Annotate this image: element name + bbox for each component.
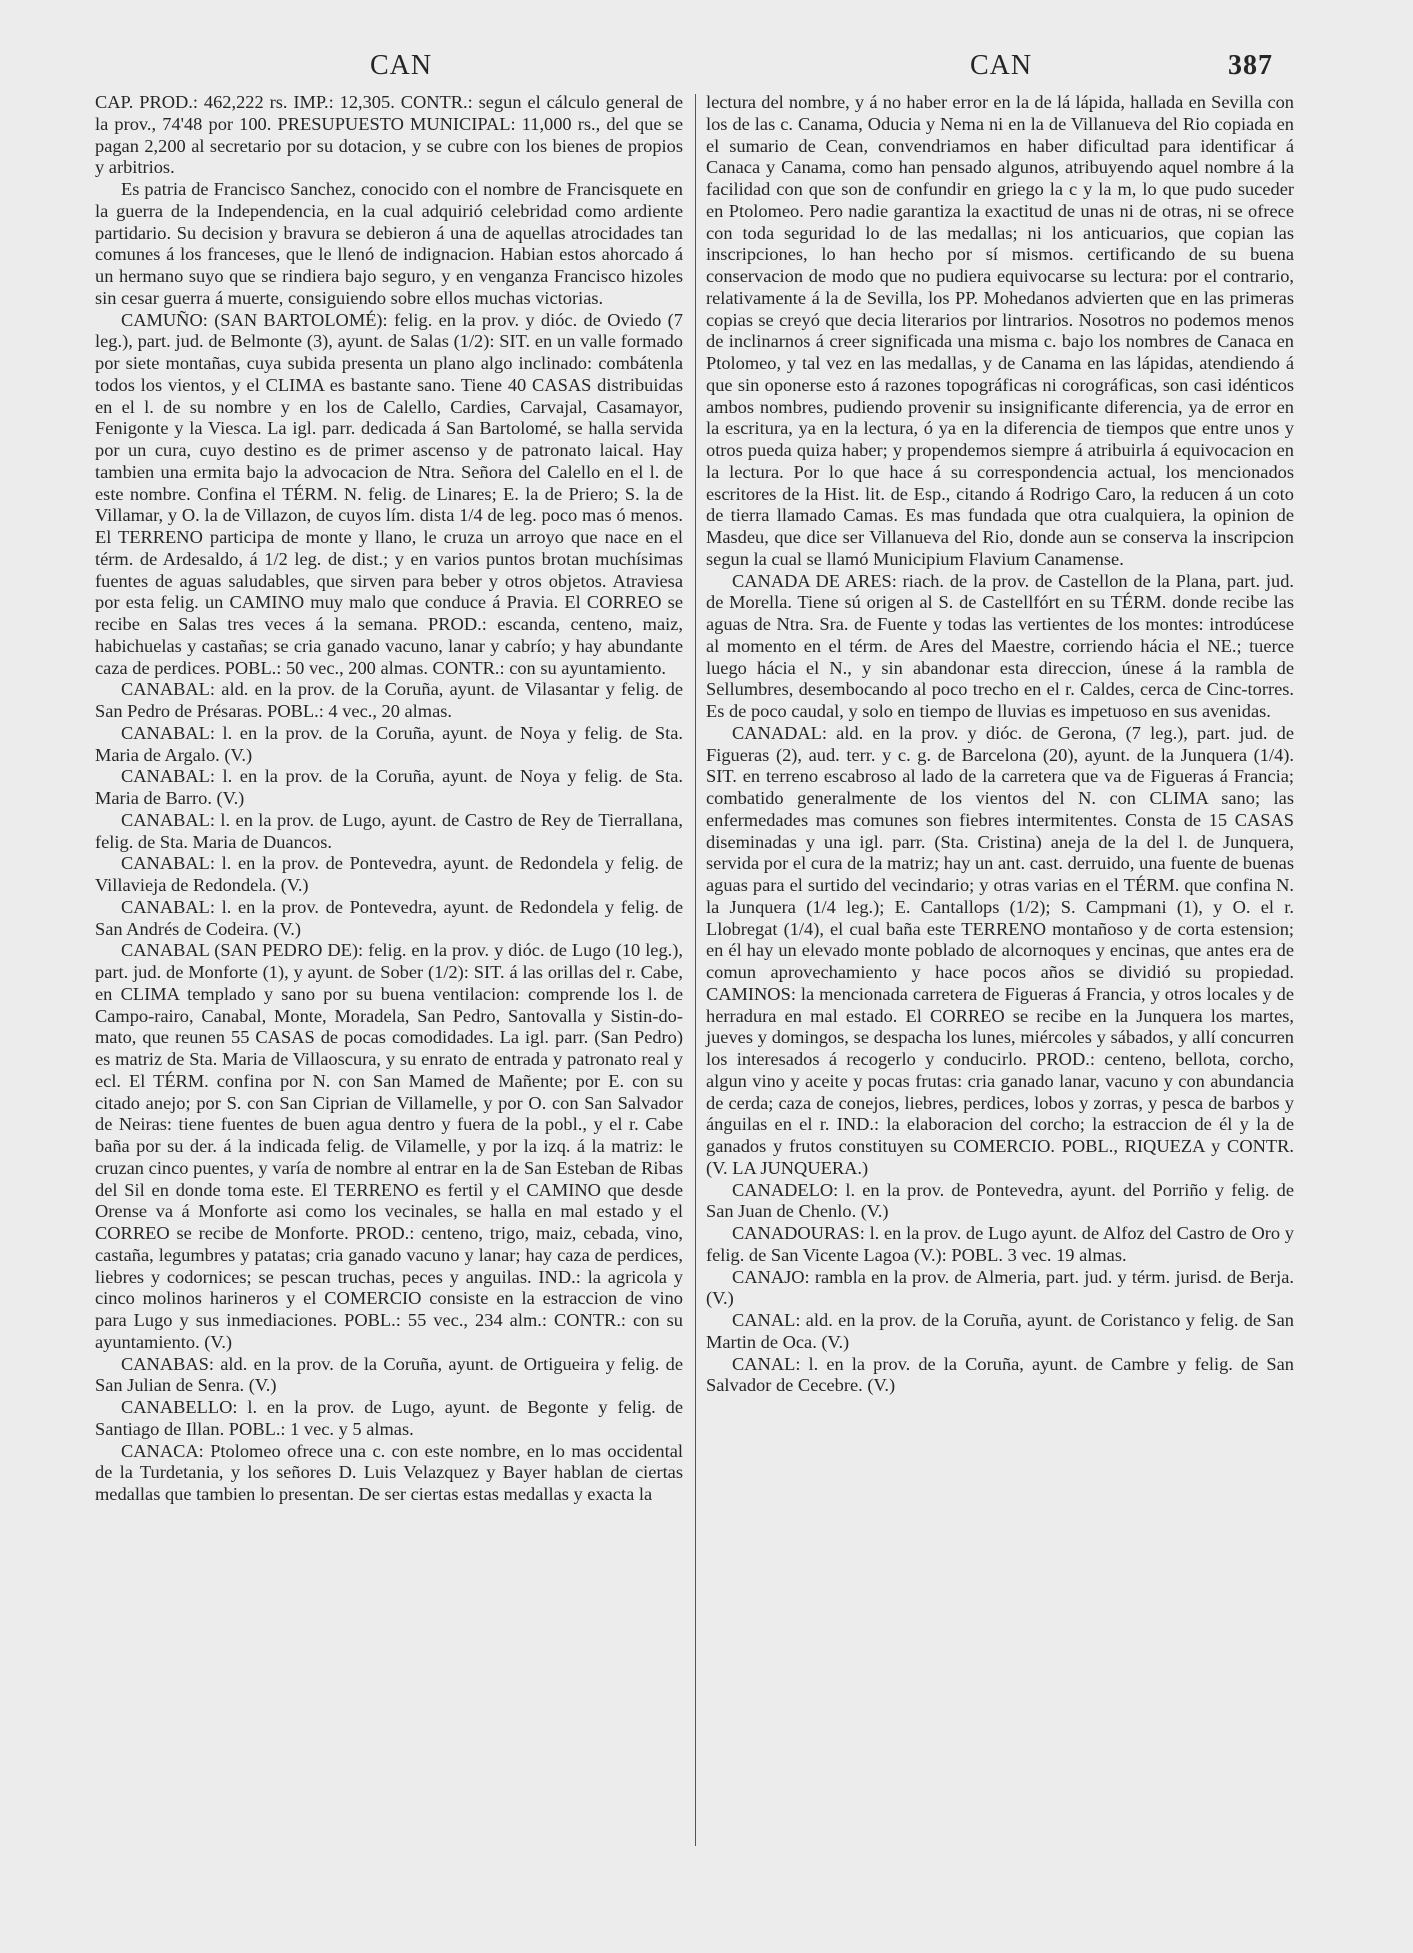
- entry-paragraph: lectura del nombre, y á no haber error en la de lá lápida, hallada en Sevilla con los de las c. Canama, Oducia y Nema ni en la de Villanueva del Rio copiada en el sumario de Cean, convendriamos en haber dificultad para identificar á Canaca y Canama, como han pensado algunos, atribuyendo aquel nombre á la facilidad con que son de confundir en griego la c y la m, lo que pudo suceder en Ptolomeo. Pero nadie garantiza la exactitud de unas ni de otras, ni se ofrece con toda seguridad lo de las medallas; ni los anticuarios, que copian las inscripciones, lo han hecho por sí mismos. certificando de su buena conservacion de modo que no pudiera equivocarse su lectura: por el contrario, relativamente á la de Sevilla, los PP. Mohedanos advierten que en las primeras copias se creyó que decia literarios por lintrarios. Nosotros no podemos menos de inclinarnos á creer significada una misma c. bajo los nombres de Canaca en Ptolomeo, y tal vez en las medallas, y de Canama en las lápidas, atendiendo á que sin oponerse esto á razones topográficas ni corográficas, son casi idénticos ambos nombres, pudiendo provenir su insignificante diferencia, ya de error en la escritura, ya en la lectura, ó ya en la diferencia de tiempos que entre unos y otros pueda quiza haber; y propendemos siempre á atribuirla á equivocacion en la lectura. Por lo que hace á su correspondencia actual, los mencionados escritores de la Hist. lit. de Esp., citando á Rodrigo Caro, la reducen á un coto de tierra llamado Camas. Es mas fundada que otra cualquiera, la opinion de Masdeu, que dice ser Villanueva del Rio, donde aun se conserva la inscripcion segun la cual se llamó Municipium Flavium Canamense.: [706, 92, 1294, 569]
- entry-paragraph: CANABAL: l. en la prov. de la Coruña, ayunt. de Noya y felig. de Sta. Maria de Argalo. (V.): [95, 722, 683, 765]
- entry-paragraph: CANABAL: l. en la prov. de la Coruña, ayunt. de Noya y felig. de Sta. Maria de Barro. (V.): [95, 766, 683, 808]
- entry-paragraph: CANAJO: rambla en la prov. de Almeria, part. jud. y térm. jurisd. de Berja. (V.): [706, 1266, 1294, 1309]
- entry-paragraph: CANADAL: ald. en la prov. y dióc. de Gerona, (7 leg.), part. jud. de Figueras (2), aud. terr. y c. g. de Barcelona (20), ayunt. de la Junquera (1/4). SIT. en terreno escabroso al lado de la carretera que va de Figueras á Francia; combatido generalmente de los vientos del N. con CLIMA sano; las enfermedades mas comunes son fiebres intermitentes. Consta de 15 CASAS diseminadas y una igl. parr. (Sta. Cristina) aneja de la del l. de Junquera, servida por el cura de la matriz; hay un ant. cast. derruido, una fuente de buenas aguas para el surtido del vecindario; y otras varias en el TÉRM. que confina N. la Junquera (1/4 leg.); E. Cantallops (1/2); S. Campmani (1), y O. el r. Llobregat (1/4), el cual baña este TERRENO montañoso y de corta estension; en él hay un elevado monte poblado de alcornoques y encinas, que antes era de comun aprovechamiento y hace pocos años se dividió su propiedad. CAMINOS: la mencionada carretera de Figueras á Francia, y otros locales y de herradura en mal estado. El CORREO se recibe en la Junquera los martes, jueves y domingos, se despacha los lunes, miércoles y sábados, y allí concurren los interesados á recogerlo y conducirlo. PROD.: centeno, bellota, corcho, algun vino y aceite y pocas frutas: cria ganado lanar, vacuno y con abundancia de cerda; caza de conejos, liebres, perdices, lobos y zorras, y pesca de barbos y ánguilas en el r. IND.: la elaboracion del corcho; la estraccion de él y la de ganados y frutos constituyen su COMERCIO. POBL., RIQUEZA y CONTR. (V. LA JUNQUERA.): [706, 722, 1294, 1178]
- entry-paragraph: CANADOURAS: l. en la prov. de Lugo ayunt. de Alfoz del Castro de Oro y felig. de San Vicente Lagoa (V.): POBL. 3 vec. 19 almas.: [706, 1223, 1294, 1265]
- page-number: 387: [1228, 50, 1273, 81]
- entry-paragraph: CANADA DE ARES: riach. de la prov. de Castellon de la Plana, part. jud. de Morella. Tiene sú origen al S. de Castellfórt en su TÉRM. donde recibe las aguas de Ntra. Sra. de Fuente y todas las vertientes de los montes: introdúcese al momento en el térm. de Ares del Maestre, corriendo hácia el NE.; tuerce luego hácia el N., y sin abandonar esta direccion, únese á la rambla de Sellumbres, desembocando al poco trecho en el r. Caldes, cerca de Cinc-torres. Es de poco caudal, y solo en tiempo de lluvias es impetuoso en sus avenidas.: [706, 570, 1294, 721]
- entry-paragraph: CANABAL: ald. en la prov. de la Coruña, ayunt. de Vilasantar y felig. de San Pedro de Présaras. POBL.: 4 vec., 20 almas.: [95, 679, 683, 721]
- entry-paragraph: CANABAL: l. en la prov. de Pontevedra, ayunt. de Redondela y felig. de Villavieja de Redondela. (V.): [95, 853, 683, 895]
- left-column: [95, 92, 683, 1506]
- entry-paragraph: CANADELO: l. en la prov. de Pontevedra, ayunt. del Porriño y felig. de San Juan de Chenlo. (V.): [706, 1179, 1294, 1222]
- entry-paragraph: Es patria de Francisco Sanchez, conocido con el nombre de Francisquete en la guerra de la Independencia, en la cual adquirió celebridad como ardiente partidario. Su decision y bravura se debieron á una de aquellas atrocidades tan comunes á los franceses, que le llenó de indignacion. Habian estos ahorcado á un hermano suyo que se rindiera bajo seguro, y en venganza Francisco hizoles sin cesar guerra á muerte, consiguiendo sobre ellos muchas victorias.: [95, 179, 683, 308]
- entry-paragraph: CANACA: Ptolomeo ofrece una c. con este nombre, en lo mas occidental de la Turdetania, y los señores D. Luis Velazquez y Bayer hablan de ciertas medallas que tambien lo presentan. De ser ciertas estas medallas y exacta la: [95, 1440, 683, 1504]
- entry-paragraph: CAP. PROD.: 462,222 rs. IMP.: 12,305. CONTR.: segun el cálculo general de la prov., 74'48 por 100. PRESUPUESTO MUNICIPAL: 11,000 rs., del que se pagan 2,200 al secretario por su dotacion, y se cubre con los bienes de propios y arbitrios.: [95, 92, 683, 178]
- entry-paragraph: CANABAS: ald. en la prov. de la Coruña, ayunt. de Ortigueira y felig. de San Julian de Senra. (V.): [95, 1353, 683, 1396]
- running-head-left: CAN: [370, 50, 433, 81]
- entry-paragraph: CANABELLO: l. en la prov. de Lugo, ayunt. de Begonte y felig. de Santiago de Illan. POBL.: 1 vec. y 5 almas.: [95, 1397, 683, 1439]
- entry-paragraph: CANABAL: l. en la prov. de Pontevedra, ayunt. de Redondela y felig. de San Andrés de Codeira. (V.): [95, 896, 683, 939]
- column-divider: [695, 94, 696, 1846]
- entry-paragraph: CANABAL: l. en la prov. de Lugo, ayunt. de Castro de Rey de Tierrallana, felig. de Sta. Maria de Duancos.: [95, 809, 683, 852]
- right-column: [706, 92, 1294, 1397]
- entry-paragraph: CANAL: l. en la prov. de la Coruña, ayunt. de Cambre y felig. de San Salvador de Cecebre. (V.): [706, 1353, 1294, 1396]
- entry-paragraph: CAMUÑO: (SAN BARTOLOMÉ): felig. en la prov. y dióc. de Oviedo (7 leg.), part. jud. de Belmonte (3), ayunt. de Salas (1/2): SIT. en un valle formado por siete montañas, cuya subida presenta un plano algo inclinado: combátenla todos los vientos, y el CLIMA es bastante sano. Tiene 40 CASAS distribuidas en el l. de su nombre y en los de Calello, Cardies, Carvajal, Casamayor, Fenigonte y la Viesca. La igl. parr. dedicada á San Bartolomé, se halla servida por un cura, cuyo destino es de primer ascenso y de patronato laical. Hay tambien una ermita bajo la advocacion de Ntra. Señora del Calello en el l. de este nombre. Confina el TÉRM. N. felig. de Linares; E. la de Priero; S. la de Villamar, y O. la de Villazon, de cuyos lím. dista 1/4 de leg. poco mas ó menos. El TERRENO participa de monte y llano, le cruza un arroyo que nace en el térm. de Ardesaldo, á 1/2 leg. de dist.; y en varios puntos brotan muchísimas fuentes de aguas saludables, que sirven para beber y otros objetos. Atraviesa por esta felig. un CAMINO muy malo que conduce á Pravia. El CORREO se recibe en Salas tres veces á la semana. PROD.: escanda, centeno, maiz, habichuelas y castañas; se cria ganado vacuno, lanar y cabrío; y hay abundante caza de perdices. POBL.: 50 vec., 200 almas. CONTR.: con su ayuntamiento.: [95, 309, 683, 678]
- page-header: [0, 50, 1413, 90]
- entry-paragraph: CANABAL (SAN PEDRO DE): felig. en la prov. y dióc. de Lugo (10 leg.), part. jud. de Monforte (1), y ayunt. de Sober (1/2): SIT. á las orillas del r. Cabe, en CLIMA templado y sano por su buena ventilacion: comprende los l. de Campo-rairo, Canabal, Monte, Moradela, San Pedro, Santovalla y Sistin-do-mato, que reunen 55 CASAS de pocas comodidades. La igl. parr. (San Pedro) es matriz de Sta. Maria de Villaoscura, y su enrato de entrada y patronato real y ecl. El TÉRM. confina por N. con San Mamed de Mañente; por E. con su citado anejo; por S. con San Ciprian de Villamelle, y por O. con San Salvador de Neiras: tiene fuentes de buen agua dentro y fuera de la pobl., y el r. Cabe baña por su der. á la indicada felig. de Vilamelle, y por la izq. á la matriz: le cruzan cinco puentes, y varía de nombre al entrar en la de San Esteban de Ribas del Sil en donde toma este. El TERRENO es fertil y el CAMINO que desde Orense va á Monforte asi como los vecinales, se halla en mal estado y el CORREO se recibe de Monforte. PROD.: centeno, trigo, maiz, cebada, vino, castaña, legumbres y patatas; cria ganado vacuno y lanar; hay caza de perdices, liebres y codornices; se pescan truchas, peces y anguilas. IND.: la agricola y cinco molinos harineros y el COMERCIO consiste en la estraccion de vino para Lugo y sus inmediaciones. POBL.: 55 vec., 234 alm.: CONTR.: con su ayuntamiento. (V.): [95, 940, 683, 1352]
- entry-paragraph: CANAL: ald. en la prov. de la Coruña, ayunt. de Coristanco y felig. de San Martin de Oca. (V.): [706, 1310, 1294, 1352]
- running-head-right: CAN: [970, 50, 1033, 81]
